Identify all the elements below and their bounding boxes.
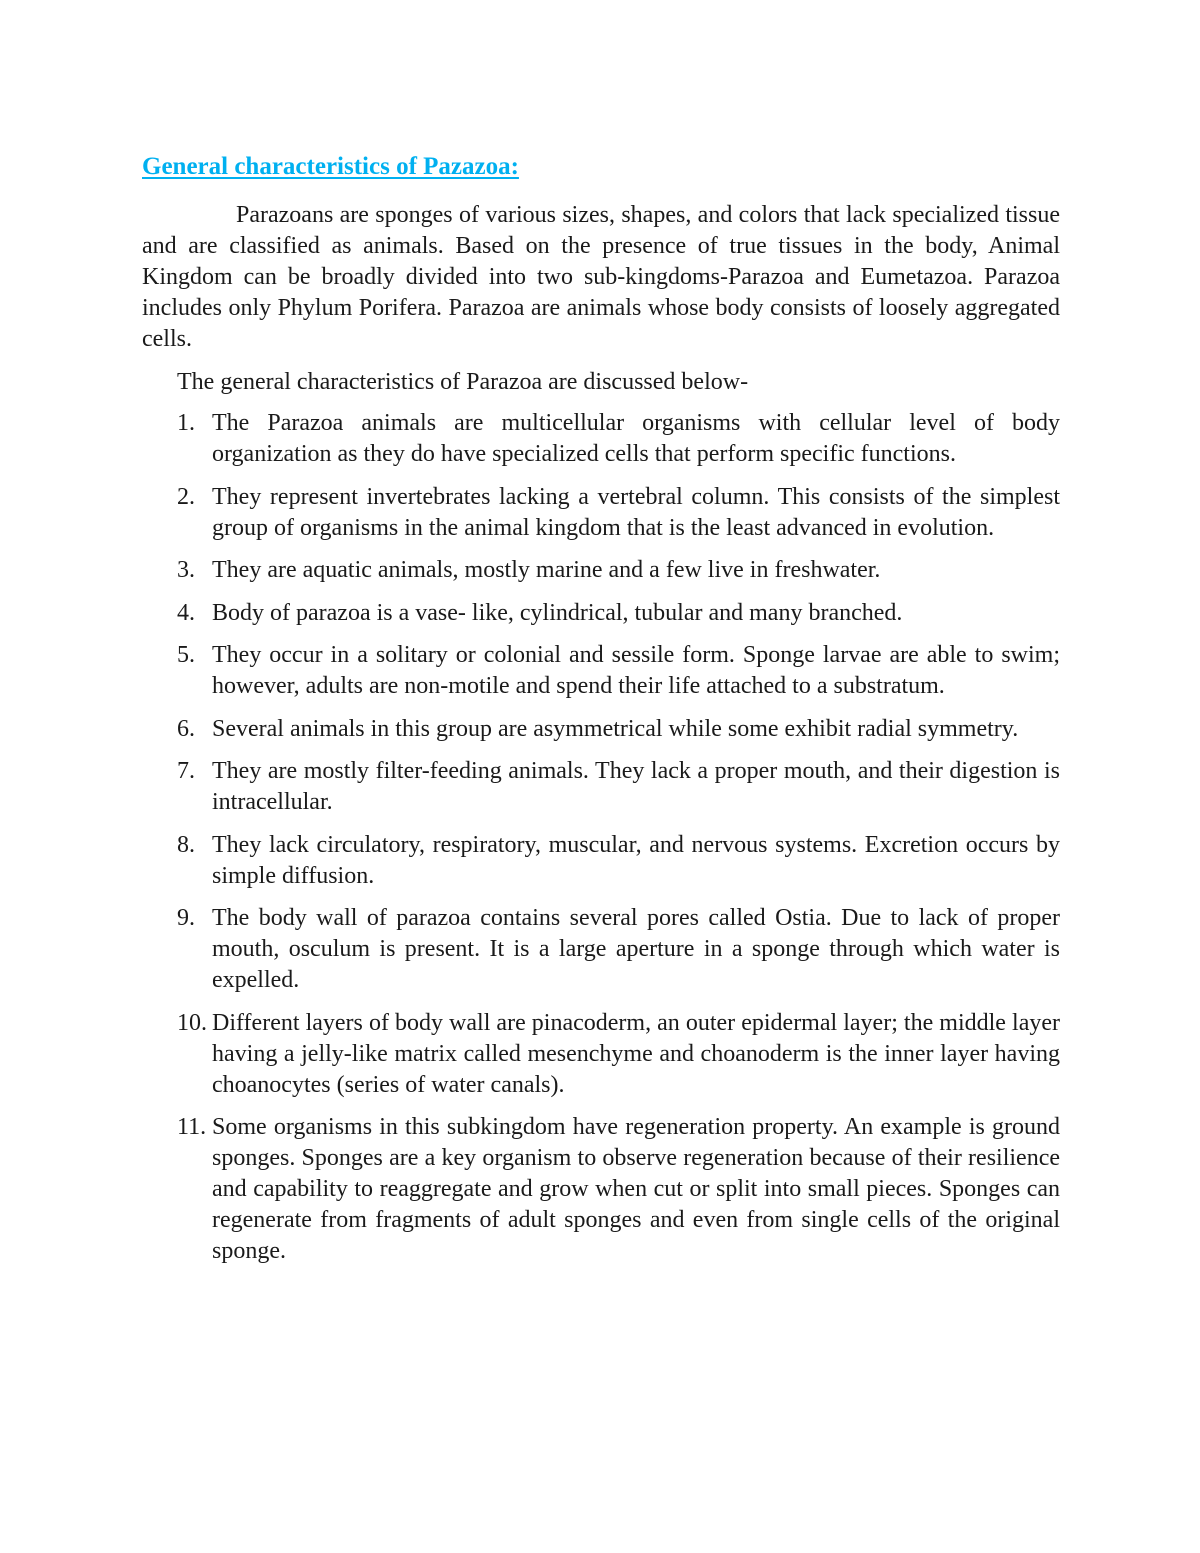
list-item-text: The body wall of parazoa contains several pores called Ostia. Due to lack of proper mouth, osculum is present. It is a large aperture in a sponge through which water is expelled.	[212, 905, 1060, 993]
list-item-text: They represent invertebrates lacking a vertebral column. This consists of the simplest group of organisms in the animal kingdom that is the least advanced in evolution.	[212, 483, 1060, 541]
list-item	[142, 903, 1060, 996]
list-item-text: They occur in a solitary or colonial and sessile form. Sponge larvae are able to swim; however, adults are non-motile and spend their life attached to a substratum.	[212, 642, 1060, 699]
list-lead-in: The general characteristics of Parazoa are discussed below-	[177, 369, 749, 395]
list-item-text: Several animals in this group are asymmetrical while some exhibit radial symmetry.	[212, 715, 1019, 742]
list-item	[142, 482, 1060, 544]
list-item	[142, 640, 1060, 702]
list-item-text: Body of parazoa is a vase- like, cylindrical, tubular and many branched.	[212, 599, 903, 626]
list-item-number: 2.	[177, 483, 195, 510]
list-item	[142, 555, 1060, 586]
list-item	[142, 1008, 1060, 1101]
list-item	[142, 408, 1060, 470]
list-item-number: 9.	[177, 905, 195, 931]
list-item-number: 8.	[177, 831, 195, 858]
list-item-number: 10.	[177, 1009, 207, 1036]
section-heading: General characteristics of Pazazoa:	[142, 153, 519, 180]
list-item	[142, 756, 1060, 818]
list-item	[142, 598, 1060, 629]
list-item-text: Different layers of body wall are pinacoderm, an outer epidermal layer; the middle layer having a jelly-like matrix called mesenchyme and choanoderm is the inner layer having choanocytes (series of water canals).	[212, 1009, 1060, 1098]
list-item-number: 4.	[177, 599, 195, 626]
list-item-text: They lack circulatory, respiratory, muscular, and nervous systems. Excretion occurs by simple diffusion.	[212, 831, 1060, 889]
list-item-number: 1.	[177, 410, 195, 436]
list-item-number: 5.	[177, 642, 195, 668]
list-item	[142, 714, 1060, 745]
document-body	[142, 150, 1060, 1279]
list-item-text: They are mostly filter-feeding animals. They lack a proper mouth, and their digestion is intracellular.	[212, 758, 1060, 815]
list-item-text: Some organisms in this subkingdom have regeneration property. An example is ground sponges. Sponges are a key organism to observe regeneration because of their resilience and capability to reaggregate and grow when cut or split into small pieces. Sponges can regenerate from fragments of adult sponges and even from single cells of the original sponge.	[212, 1114, 1060, 1264]
intro-paragraph: Parazoans are sponges of various sizes, shapes, and colors that lack specialized tissue and are classified as animals. Based on the presence of true tissues in the body, Animal Kingdom can be broadly divided into two sub-kingdoms-Parazoa and Eumetazoa. Parazoa includes only Phylum Porifera. Parazoa are animals whose body consists of loosely aggregated cells.	[142, 202, 1060, 352]
list-item-text: They are aquatic animals, mostly marine and a few live in freshwater.	[212, 557, 881, 583]
list-item-text: The Parazoa animals are multicellular organisms with cellular level of body organization as they do have specialized cells that perform specific functions.	[212, 410, 1060, 467]
list-item	[142, 830, 1060, 892]
list-item-number: 7.	[177, 758, 195, 784]
characteristics-list	[142, 408, 1060, 1267]
list-item-number: 11.	[177, 1114, 207, 1140]
list-item	[142, 1112, 1060, 1267]
list-item-number: 6.	[177, 715, 195, 742]
list-item-number: 3.	[177, 557, 195, 583]
